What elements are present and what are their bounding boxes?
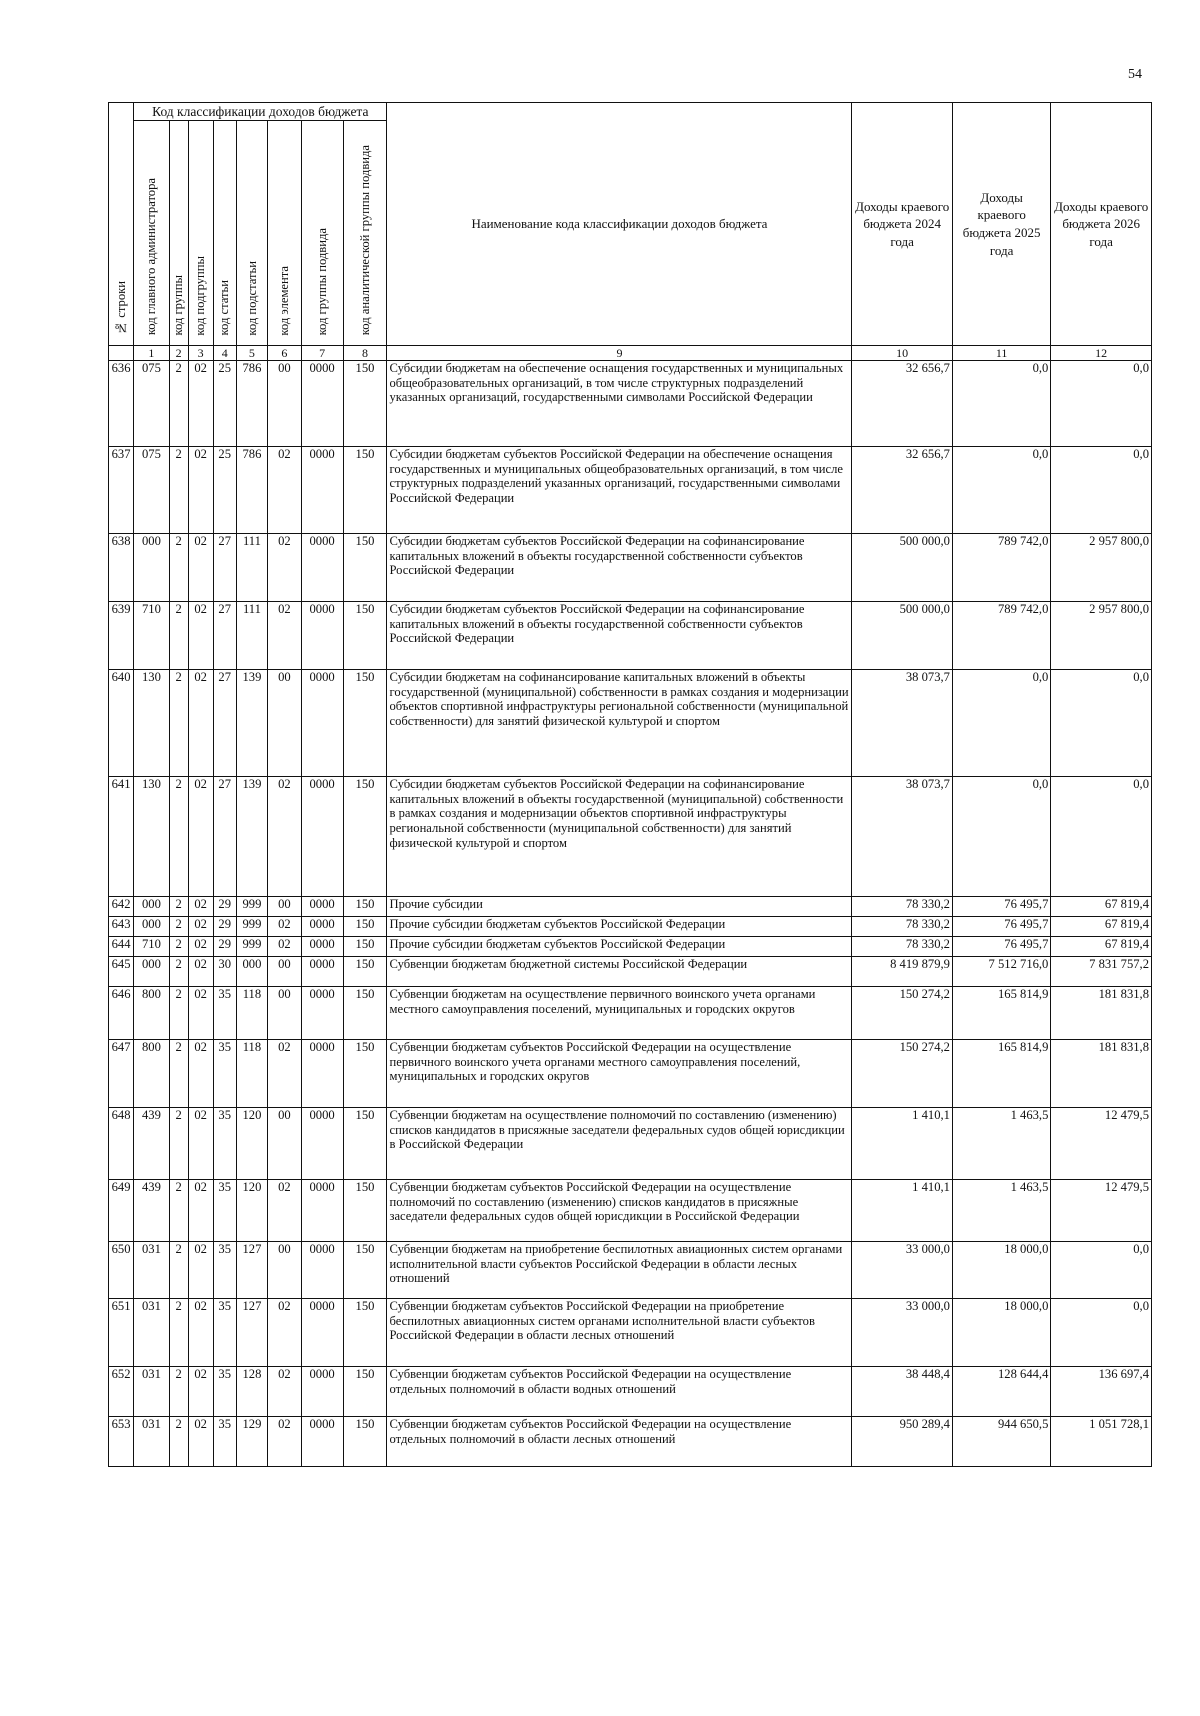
header-subtype-group-code: код группы подвида: [301, 121, 343, 346]
group-code: 2: [169, 1417, 188, 1467]
admin-code: 031: [134, 1299, 170, 1367]
subarticle-code: 111: [236, 602, 267, 670]
article-code: 35: [213, 987, 236, 1040]
income-2025: 944 650,5: [952, 1417, 1050, 1467]
header-name: Наименование кода классификации доходов бюджета: [387, 103, 852, 346]
table-row: [109, 447, 1152, 534]
group-code: 2: [169, 447, 188, 534]
element-code: 02: [268, 534, 302, 602]
income-2026: 181 831,8: [1051, 987, 1152, 1040]
article-code: 35: [213, 1242, 236, 1299]
subtype-group-code: 0000: [301, 1040, 343, 1108]
subarticle-code: 128: [236, 1367, 267, 1417]
subgroup-code: 02: [188, 897, 213, 917]
element-code: 00: [268, 1108, 302, 1180]
analytic-group-code: 150: [343, 777, 387, 897]
analytic-group-code: 150: [343, 957, 387, 987]
group-code: 2: [169, 361, 188, 447]
group-code: 2: [169, 602, 188, 670]
subtype-group-code: 0000: [301, 777, 343, 897]
article-code: 35: [213, 1299, 236, 1367]
income-2024: 500 000,0: [852, 602, 953, 670]
header-income-2025: Доходы краевого бюджета 2025 года: [952, 103, 1050, 346]
analytic-group-code: 150: [343, 602, 387, 670]
table-row: [109, 897, 1152, 917]
subarticle-code: 120: [236, 1180, 267, 1242]
income-name: Субвенции бюджетам субъектов Российской Федерации на осуществление полномочий по составлению (изменению) списков кандидатов в присяжные заседатели федеральных судов общей юрисдикции в Российской Федерации: [387, 1180, 852, 1242]
element-code: 00: [268, 1242, 302, 1299]
row-number: 639: [109, 602, 134, 670]
row-number: 636: [109, 361, 134, 447]
group-code: 2: [169, 1367, 188, 1417]
income-2026: 181 831,8: [1051, 1040, 1152, 1108]
income-name: Субсидии бюджетам на обеспечение оснащения государственных и муниципальных общеобразовательных организаций, в том числе структурных подразделений указанных организаций, государственными символами Российской Федерации: [387, 361, 852, 447]
row-number: 646: [109, 987, 134, 1040]
row-number: 644: [109, 937, 134, 957]
income-2025: 0,0: [952, 447, 1050, 534]
row-number: 643: [109, 917, 134, 937]
article-code: 35: [213, 1417, 236, 1467]
income-2024: 33 000,0: [852, 1299, 953, 1367]
subarticle-code: 786: [236, 447, 267, 534]
header-group-code: код группы: [169, 121, 188, 346]
income-name: Субвенции бюджетам на осуществление первичного воинского учета органами местного самоуправления поселений, муниципальных и городских округов: [387, 987, 852, 1040]
element-code: 00: [268, 987, 302, 1040]
subarticle-code: 111: [236, 534, 267, 602]
admin-code: 075: [134, 361, 170, 447]
row-number: 650: [109, 1242, 134, 1299]
income-name: Субсидии бюджетам субъектов Российской Федерации на софинансирование капитальных вложений в объекты государственной (муниципальной) собственности в рамках создания и модернизации объектов спортивной инфраструктуры региональной собственности (муниципальной собственности) для занятий физической культурой и спортом: [387, 777, 852, 897]
column-number: 12: [1051, 346, 1152, 361]
subarticle-code: 129: [236, 1417, 267, 1467]
header-subgroup-code: код подгруппы: [188, 121, 213, 346]
group-code: 2: [169, 1040, 188, 1108]
income-2026: 0,0: [1051, 777, 1152, 897]
header-row-no: № строки: [109, 103, 134, 346]
element-code: 00: [268, 361, 302, 447]
header-article-code: код статьи: [213, 121, 236, 346]
income-2026: 7 831 757,2: [1051, 957, 1152, 987]
column-number: 5: [236, 346, 267, 361]
subarticle-code: 127: [236, 1299, 267, 1367]
table-row: [109, 937, 1152, 957]
column-number: 4: [213, 346, 236, 361]
article-code: 35: [213, 1040, 236, 1108]
table-row: [109, 1417, 1152, 1467]
row-number: 653: [109, 1417, 134, 1467]
subtype-group-code: 0000: [301, 1299, 343, 1367]
subgroup-code: 02: [188, 987, 213, 1040]
admin-code: 710: [134, 937, 170, 957]
subtype-group-code: 0000: [301, 534, 343, 602]
subtype-group-code: 0000: [301, 361, 343, 447]
income-2025: 76 495,7: [952, 897, 1050, 917]
header-classification-group: Код классификации доходов бюджета: [134, 103, 387, 121]
income-2024: 150 274,2: [852, 987, 953, 1040]
admin-code: 130: [134, 670, 170, 777]
income-2025: 1 463,5: [952, 1108, 1050, 1180]
column-number: 2: [169, 346, 188, 361]
subgroup-code: 02: [188, 1417, 213, 1467]
analytic-group-code: 150: [343, 1417, 387, 1467]
subgroup-code: 02: [188, 447, 213, 534]
subgroup-code: 02: [188, 1108, 213, 1180]
income-2026: 2 957 800,0: [1051, 602, 1152, 670]
income-2025: 0,0: [952, 670, 1050, 777]
subtype-group-code: 0000: [301, 957, 343, 987]
income-2024: 78 330,2: [852, 937, 953, 957]
element-code: 02: [268, 1417, 302, 1467]
column-number: 1: [134, 346, 170, 361]
income-2024: 32 656,7: [852, 447, 953, 534]
column-number: 8: [343, 346, 387, 361]
group-code: 2: [169, 987, 188, 1040]
element-code: 02: [268, 917, 302, 937]
row-number: 651: [109, 1299, 134, 1367]
row-number: 652: [109, 1367, 134, 1417]
income-2024: 500 000,0: [852, 534, 953, 602]
subtype-group-code: 0000: [301, 1108, 343, 1180]
subtype-group-code: 0000: [301, 670, 343, 777]
subtype-group-code: 0000: [301, 1180, 343, 1242]
analytic-group-code: 150: [343, 1180, 387, 1242]
element-code: 02: [268, 777, 302, 897]
subtype-group-code: 0000: [301, 1417, 343, 1467]
income-2026: 67 819,4: [1051, 937, 1152, 957]
income-name: Субвенции бюджетам субъектов Российской Федерации на осуществление отдельных полномочий в области лесных отношений: [387, 1417, 852, 1467]
subgroup-code: 02: [188, 1299, 213, 1367]
analytic-group-code: 150: [343, 670, 387, 777]
column-number: 3: [188, 346, 213, 361]
income-name: Субсидии бюджетам субъектов Российской Федерации на обеспечение оснащения государственных и муниципальных общеобразовательных организаций, в том числе структурных подразделений указанных организаций, государственными символами Российской Федерации: [387, 447, 852, 534]
admin-code: 075: [134, 447, 170, 534]
row-number: 647: [109, 1040, 134, 1108]
subarticle-code: 118: [236, 987, 267, 1040]
subtype-group-code: 0000: [301, 897, 343, 917]
income-name: Субвенции бюджетам субъектов Российской Федерации на осуществление первичного воинского учета органами местного самоуправления поселений, муниципальных и городских округов: [387, 1040, 852, 1108]
article-code: 35: [213, 1367, 236, 1417]
row-number: 637: [109, 447, 134, 534]
subarticle-code: 118: [236, 1040, 267, 1108]
analytic-group-code: 150: [343, 447, 387, 534]
table-row: [109, 777, 1152, 897]
element-code: 02: [268, 1180, 302, 1242]
income-2025: 165 814,9: [952, 987, 1050, 1040]
table-row: [109, 361, 1152, 447]
subgroup-code: 02: [188, 917, 213, 937]
income-2025: 789 742,0: [952, 534, 1050, 602]
income-2025: 165 814,9: [952, 1040, 1050, 1108]
income-name: Субсидии бюджетам субъектов Российской Федерации на софинансирование капитальных вложений в объекты государственной собственности субъектов Российской Федерации: [387, 602, 852, 670]
income-2026: 0,0: [1051, 1242, 1152, 1299]
analytic-group-code: 150: [343, 1108, 387, 1180]
income-2026: 67 819,4: [1051, 897, 1152, 917]
table-row: [109, 957, 1152, 987]
income-name: Прочие субсидии: [387, 897, 852, 917]
income-2025: 76 495,7: [952, 937, 1050, 957]
analytic-group-code: 150: [343, 534, 387, 602]
table-row: [109, 987, 1152, 1040]
article-code: 29: [213, 917, 236, 937]
income-2024: 38 073,7: [852, 777, 953, 897]
table-row: [109, 1108, 1152, 1180]
subgroup-code: 02: [188, 602, 213, 670]
income-name: Прочие субсидии бюджетам субъектов Российской Федерации: [387, 937, 852, 957]
subgroup-code: 02: [188, 937, 213, 957]
income-2024: 150 274,2: [852, 1040, 953, 1108]
article-code: 30: [213, 957, 236, 987]
income-2025: 18 000,0: [952, 1299, 1050, 1367]
column-number: 11: [952, 346, 1050, 361]
element-code: 00: [268, 957, 302, 987]
income-2026: 67 819,4: [1051, 917, 1152, 937]
analytic-group-code: 150: [343, 1367, 387, 1417]
admin-code: 000: [134, 917, 170, 937]
article-code: 35: [213, 1108, 236, 1180]
subgroup-code: 02: [188, 777, 213, 897]
header-subarticle-code: код подстатьи: [236, 121, 267, 346]
subarticle-code: 786: [236, 361, 267, 447]
group-code: 2: [169, 957, 188, 987]
analytic-group-code: 150: [343, 987, 387, 1040]
analytic-group-code: 150: [343, 1299, 387, 1367]
table-row: [109, 670, 1152, 777]
column-number: 6: [268, 346, 302, 361]
income-name: Субвенции бюджетам субъектов Российской Федерации на приобретение беспилотных авиационных систем органами исполнительной власти субъектов Российской Федерации в области лесных отношений: [387, 1299, 852, 1367]
group-code: 2: [169, 937, 188, 957]
admin-code: 710: [134, 602, 170, 670]
subtype-group-code: 0000: [301, 1242, 343, 1299]
article-code: 29: [213, 897, 236, 917]
column-number: [109, 346, 134, 361]
column-number: 10: [852, 346, 953, 361]
income-2026: 136 697,4: [1051, 1367, 1152, 1417]
subtype-group-code: 0000: [301, 937, 343, 957]
income-2026: 2 957 800,0: [1051, 534, 1152, 602]
analytic-group-code: 150: [343, 361, 387, 447]
income-2025: 0,0: [952, 777, 1050, 897]
table-row: [109, 534, 1152, 602]
income-2026: 12 479,5: [1051, 1180, 1152, 1242]
subtype-group-code: 0000: [301, 917, 343, 937]
subtype-group-code: 0000: [301, 987, 343, 1040]
header-element-code: код элемента: [268, 121, 302, 346]
element-code: 02: [268, 937, 302, 957]
group-code: 2: [169, 1108, 188, 1180]
subgroup-code: 02: [188, 1367, 213, 1417]
income-2024: 1 410,1: [852, 1108, 953, 1180]
analytic-group-code: 150: [343, 917, 387, 937]
admin-code: 800: [134, 987, 170, 1040]
subarticle-code: 127: [236, 1242, 267, 1299]
subarticle-code: 139: [236, 777, 267, 897]
group-code: 2: [169, 917, 188, 937]
subarticle-code: 000: [236, 957, 267, 987]
subtype-group-code: 0000: [301, 602, 343, 670]
admin-code: 000: [134, 534, 170, 602]
column-number: 9: [387, 346, 852, 361]
row-number: 645: [109, 957, 134, 987]
income-2024: 78 330,2: [852, 897, 953, 917]
admin-code: 800: [134, 1040, 170, 1108]
element-code: 02: [268, 447, 302, 534]
subarticle-code: 120: [236, 1108, 267, 1180]
admin-code: 439: [134, 1180, 170, 1242]
subtype-group-code: 0000: [301, 447, 343, 534]
analytic-group-code: 150: [343, 937, 387, 957]
budget-income-table: [108, 102, 1152, 1467]
subarticle-code: 999: [236, 937, 267, 957]
admin-code: 000: [134, 897, 170, 917]
income-2026: 1 051 728,1: [1051, 1417, 1152, 1467]
table-row: [109, 917, 1152, 937]
income-2025: 7 512 716,0: [952, 957, 1050, 987]
table-row: [109, 1040, 1152, 1108]
income-2025: 18 000,0: [952, 1242, 1050, 1299]
row-number: 649: [109, 1180, 134, 1242]
group-code: 2: [169, 1299, 188, 1367]
income-2025: 128 644,4: [952, 1367, 1050, 1417]
element-code: 02: [268, 1040, 302, 1108]
income-2024: 32 656,7: [852, 361, 953, 447]
article-code: 27: [213, 777, 236, 897]
admin-code: 031: [134, 1242, 170, 1299]
subgroup-code: 02: [188, 1242, 213, 1299]
income-2025: 1 463,5: [952, 1180, 1050, 1242]
subgroup-code: 02: [188, 1180, 213, 1242]
header-analytic-group-code: код аналитической группы подвида: [343, 121, 387, 346]
article-code: 27: [213, 534, 236, 602]
table-row: [109, 1180, 1152, 1242]
income-2025: 76 495,7: [952, 917, 1050, 937]
admin-code: 031: [134, 1417, 170, 1467]
page-number: 54: [1128, 67, 1142, 82]
header-admin-code: код главного администратора: [134, 121, 170, 346]
group-code: 2: [169, 777, 188, 897]
subarticle-code: 139: [236, 670, 267, 777]
income-2024: 38 073,7: [852, 670, 953, 777]
income-name: Субвенции бюджетам на осуществление полномочий по составлению (изменению) списков кандидатов в присяжные заседатели федеральных судов общей юрисдикции в Российской Федерации: [387, 1108, 852, 1180]
income-2026: 0,0: [1051, 1299, 1152, 1367]
admin-code: 031: [134, 1367, 170, 1417]
article-code: 35: [213, 1180, 236, 1242]
income-2024: 78 330,2: [852, 917, 953, 937]
subgroup-code: 02: [188, 534, 213, 602]
row-number: 640: [109, 670, 134, 777]
header-income-2024: Доходы краевого бюджета 2024 года: [852, 103, 953, 346]
subarticle-code: 999: [236, 897, 267, 917]
income-2024: 950 289,4: [852, 1417, 953, 1467]
analytic-group-code: 150: [343, 897, 387, 917]
income-2025: 0,0: [952, 361, 1050, 447]
column-number-row: [109, 346, 1152, 361]
row-number: 638: [109, 534, 134, 602]
income-2026: 0,0: [1051, 670, 1152, 777]
subarticle-code: 999: [236, 917, 267, 937]
element-code: 00: [268, 670, 302, 777]
subgroup-code: 02: [188, 957, 213, 987]
article-code: 29: [213, 937, 236, 957]
income-2024: 33 000,0: [852, 1242, 953, 1299]
table-row: [109, 1242, 1152, 1299]
table-row: [109, 1367, 1152, 1417]
admin-code: 000: [134, 957, 170, 987]
income-name: Субсидии бюджетам субъектов Российской Федерации на софинансирование капитальных вложений в объекты государственной собственности субъектов Российской Федерации: [387, 534, 852, 602]
income-2026: 12 479,5: [1051, 1108, 1152, 1180]
income-name: Субвенции бюджетам бюджетной системы Российской Федерации: [387, 957, 852, 987]
row-number: 641: [109, 777, 134, 897]
income-2024: 1 410,1: [852, 1180, 953, 1242]
admin-code: 130: [134, 777, 170, 897]
group-code: 2: [169, 670, 188, 777]
article-code: 25: [213, 361, 236, 447]
admin-code: 439: [134, 1108, 170, 1180]
subgroup-code: 02: [188, 1040, 213, 1108]
group-code: 2: [169, 1242, 188, 1299]
table-row: [109, 602, 1152, 670]
group-code: 2: [169, 1180, 188, 1242]
income-2026: 0,0: [1051, 447, 1152, 534]
row-number: 648: [109, 1108, 134, 1180]
income-2024: 38 448,4: [852, 1367, 953, 1417]
income-2026: 0,0: [1051, 361, 1152, 447]
analytic-group-code: 150: [343, 1242, 387, 1299]
income-2025: 789 742,0: [952, 602, 1050, 670]
article-code: 25: [213, 447, 236, 534]
article-code: 27: [213, 670, 236, 777]
table-row: [109, 1299, 1152, 1367]
subgroup-code: 02: [188, 361, 213, 447]
group-code: 2: [169, 534, 188, 602]
row-number: 642: [109, 897, 134, 917]
subgroup-code: 02: [188, 670, 213, 777]
column-number: 7: [301, 346, 343, 361]
income-name: Субвенции бюджетам на приобретение беспилотных авиационных систем органами исполнительной власти субъектов Российской Федерации в области лесных отношений: [387, 1242, 852, 1299]
income-name: Субсидии бюджетам на софинансирование капитальных вложений в объекты государственной (муниципальной) собственности в рамках создания и модернизации объектов спортивной инфраструктуры региональной собственности (муниципальной собственности) для занятий физической культурой и спортом: [387, 670, 852, 777]
group-code: 2: [169, 897, 188, 917]
header-income-2026: Доходы краевого бюджета 2026 года: [1051, 103, 1152, 346]
income-2024: 8 419 879,9: [852, 957, 953, 987]
element-code: 02: [268, 1299, 302, 1367]
analytic-group-code: 150: [343, 1040, 387, 1108]
article-code: 27: [213, 602, 236, 670]
subtype-group-code: 0000: [301, 1367, 343, 1417]
element-code: 02: [268, 1367, 302, 1417]
element-code: 00: [268, 897, 302, 917]
income-name: Субвенции бюджетам субъектов Российской Федерации на осуществление отдельных полномочий в области водных отношений: [387, 1367, 852, 1417]
income-name: Прочие субсидии бюджетам субъектов Российской Федерации: [387, 917, 852, 937]
element-code: 02: [268, 602, 302, 670]
